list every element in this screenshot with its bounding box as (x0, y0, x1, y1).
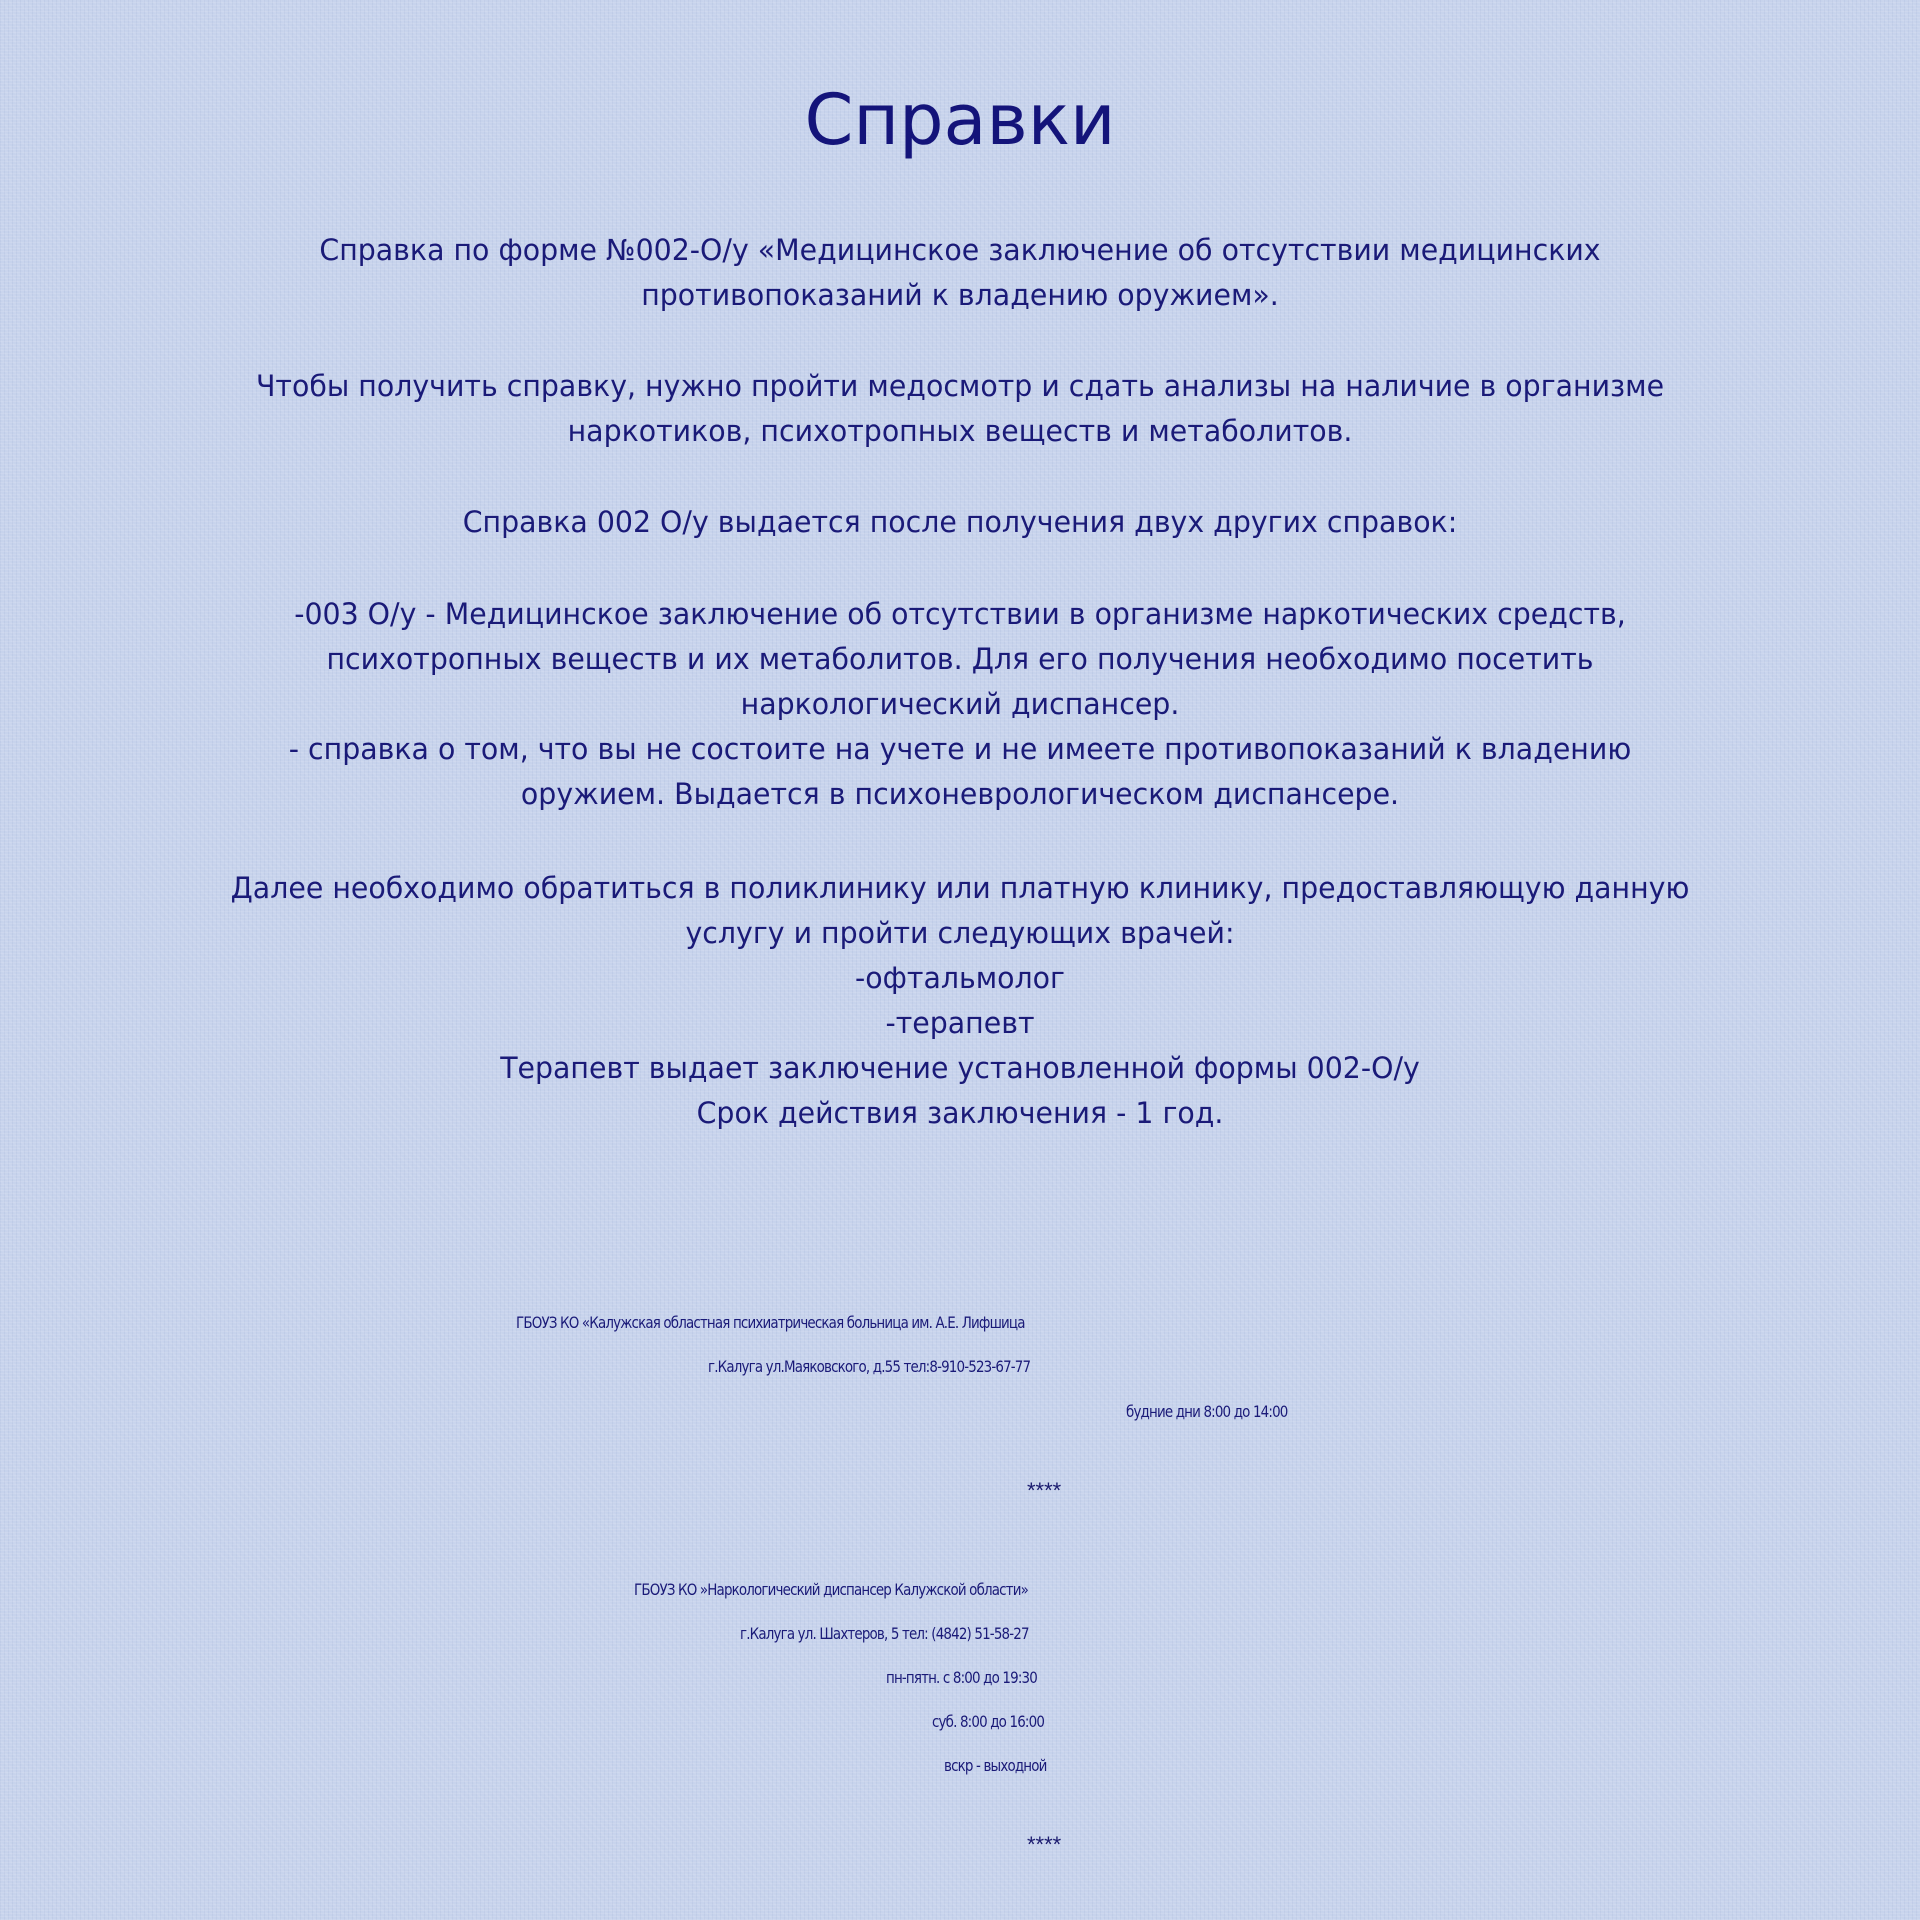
intro-line: противопоказаний к владению оружием». (641, 278, 1279, 312)
institution-address: г.Калуга ул.Маяковского, д.55 тел:8-910-523-67-77 (708, 1357, 1031, 1376)
institution-address: г.Калуга ул. Шахтеров, 5 тел: (4842) 51-58-27 (740, 1624, 1029, 1643)
page-title: Справки (804, 79, 1116, 161)
institution-hours: будние дни 8:00 до 14:00 (1126, 1402, 1288, 1421)
institution-name: ГБОУЗ КО »Наркологический диспансер Калужской области» (634, 1580, 1028, 1599)
institution-hours-sunday: вскр - выходной (944, 1756, 1047, 1775)
prerequisite-line: наркологический диспансер. (740, 687, 1180, 721)
prerequisite-line: оружием. Выдается в психоневрологическом диспансере. (520, 777, 1400, 811)
prerequisite-heading-line: Справка 002 О/у выдается после получения двух других справок: (462, 505, 1458, 539)
next-steps-paragraph (0, 866, 1920, 1136)
prerequisite-line: -003 О/у - Медицинское заключение об отсутствии в организме наркотических средств, (294, 597, 1626, 631)
next-steps-line: услугу и пройти следующих врачей: (685, 916, 1235, 950)
prerequisite-line: - справка о том, что вы не состоите на учете и не имеете противопоказаний к владению (288, 732, 1632, 766)
requirements-line: Чтобы получить справку, нужно пройти медосмотр и сдать анализы на наличие в организме (255, 369, 1665, 403)
institution-hours-weekdays: пн-пятн. с 8:00 до 19:30 (886, 1668, 1037, 1687)
prerequisite-line: психотропных веществ и их метаболитов. Для его получения необходимо посетить (326, 642, 1594, 676)
intro-paragraph (0, 228, 1920, 318)
validity-line: Срок действия заключения - 1 год. (696, 1096, 1224, 1130)
doctor-item: -терапевт (885, 1006, 1035, 1040)
prerequisite-heading (0, 500, 1920, 545)
requirements-line: наркотиков, психотропных веществ и метаболитов. (567, 414, 1353, 448)
separator: **** (1027, 1478, 1062, 1503)
next-steps-line: Терапевт выдает заключение установленной формы 002-О/у (500, 1051, 1420, 1085)
institution-name: ГБОУЗ КО «Калужская областная психиатрическая больница им. А.Е. Лифшица (516, 1313, 1025, 1332)
prerequisites-paragraph (0, 592, 1920, 817)
doctor-item: -офтальмолог (855, 961, 1065, 995)
requirements-paragraph (0, 364, 1920, 454)
intro-line: Справка по форме №002-О/у «Медицинское заключение об отсутствии медицинских (319, 233, 1601, 267)
separator: **** (1027, 1832, 1062, 1857)
next-steps-line: Далее необходимо обратиться в поликлинику или платную клинику, предоставляющую данную (230, 871, 1690, 905)
institution-hours-saturday: суб. 8:00 до 16:00 (932, 1712, 1045, 1731)
